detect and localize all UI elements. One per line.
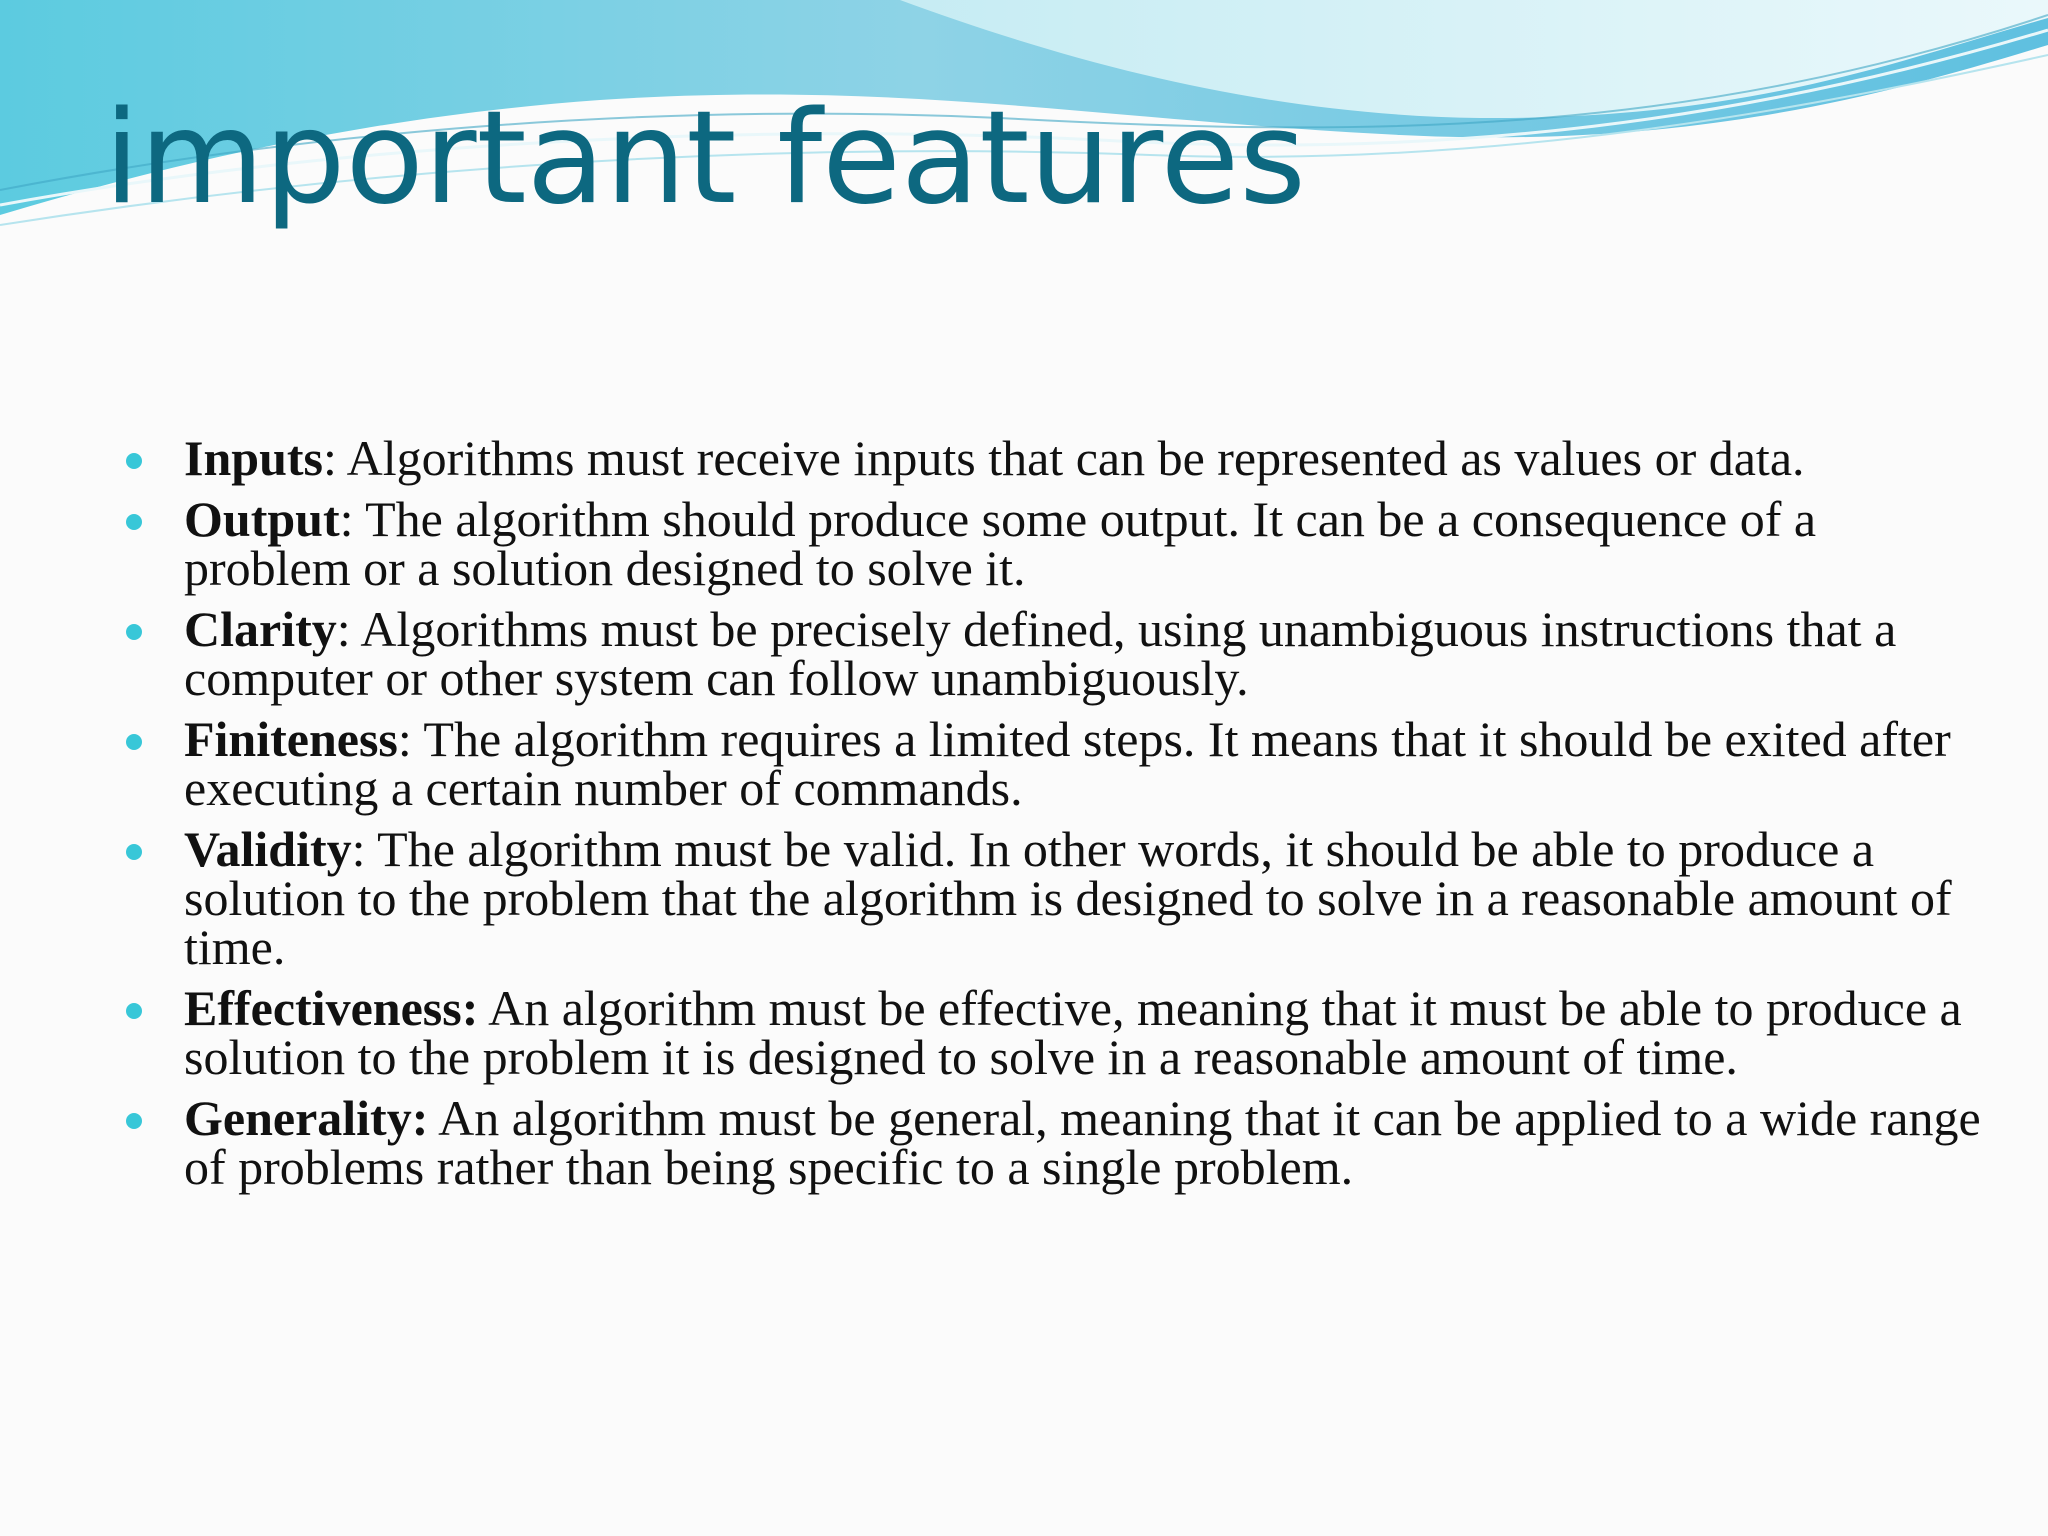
feature-description: Algorithms must receive inputs that can be represented as values or data. xyxy=(336,430,1805,486)
feature-description: The algorithm should produce some output. It can be a consequence of a problem or a solution designed to solve it. xyxy=(184,491,1817,596)
slide-title: important features xyxy=(104,84,1306,233)
feature-term: Output xyxy=(184,491,340,547)
feature-description: An algorithm must be general, meaning that it can be applied to a wide range of problems rather than being specific to a single problem. xyxy=(184,1090,1981,1195)
feature-term-text: Effectiveness xyxy=(184,980,462,1036)
list-item-validity xyxy=(0,821,2048,975)
term-separator: : xyxy=(323,430,337,486)
bullet-dot-icon xyxy=(126,453,142,469)
list-item-clarity xyxy=(0,601,2048,706)
feature-description: Algorithms must be precisely defined, using unambiguous instructions that a computer or other system can follow unambiguously. xyxy=(184,601,1897,706)
list-item-inputs xyxy=(0,430,2048,486)
feature-description: The algorithm requires a limited steps. It means that it should be exited after executing a certain number of commands. xyxy=(184,711,1951,816)
bullet-dot-icon xyxy=(126,514,142,530)
bullet-dot-icon xyxy=(126,844,142,860)
feature-term: Clarity xyxy=(184,601,337,657)
bullet-dot-icon xyxy=(126,734,142,750)
term-separator: : xyxy=(397,711,412,767)
list-item-generality xyxy=(0,1090,2048,1195)
bullet-dot-icon xyxy=(126,1113,142,1129)
feature-description: An algorithm must be effective, meaning that it must be able to produce a solution to the problem it is designed to solve in a reasonable amount of time. xyxy=(184,980,1962,1085)
feature-term: Inputs xyxy=(184,430,323,486)
feature-term xyxy=(184,1090,428,1146)
feature-term: Finiteness xyxy=(184,711,398,767)
feature-term xyxy=(184,980,478,1036)
bullet-dot-icon xyxy=(126,624,142,640)
list-item-output xyxy=(0,491,2048,596)
feature-list xyxy=(0,430,2048,1204)
feature-term: Validity xyxy=(184,821,352,877)
list-item-finiteness xyxy=(0,711,2048,816)
term-separator: : xyxy=(351,821,366,877)
feature-term-text: Generality xyxy=(184,1090,412,1146)
term-separator: : xyxy=(339,491,354,547)
term-separator: : xyxy=(411,1090,429,1146)
bullet-dot-icon xyxy=(126,1003,142,1019)
list-item-effectiveness xyxy=(0,980,2048,1085)
term-separator: : xyxy=(336,601,351,657)
feature-description: The algorithm must be valid. In other words, it should be able to produce a solution to the problem that the algorithm is designed to solve in a reasonable amount of time. xyxy=(184,821,1952,975)
term-separator: : xyxy=(461,980,479,1036)
